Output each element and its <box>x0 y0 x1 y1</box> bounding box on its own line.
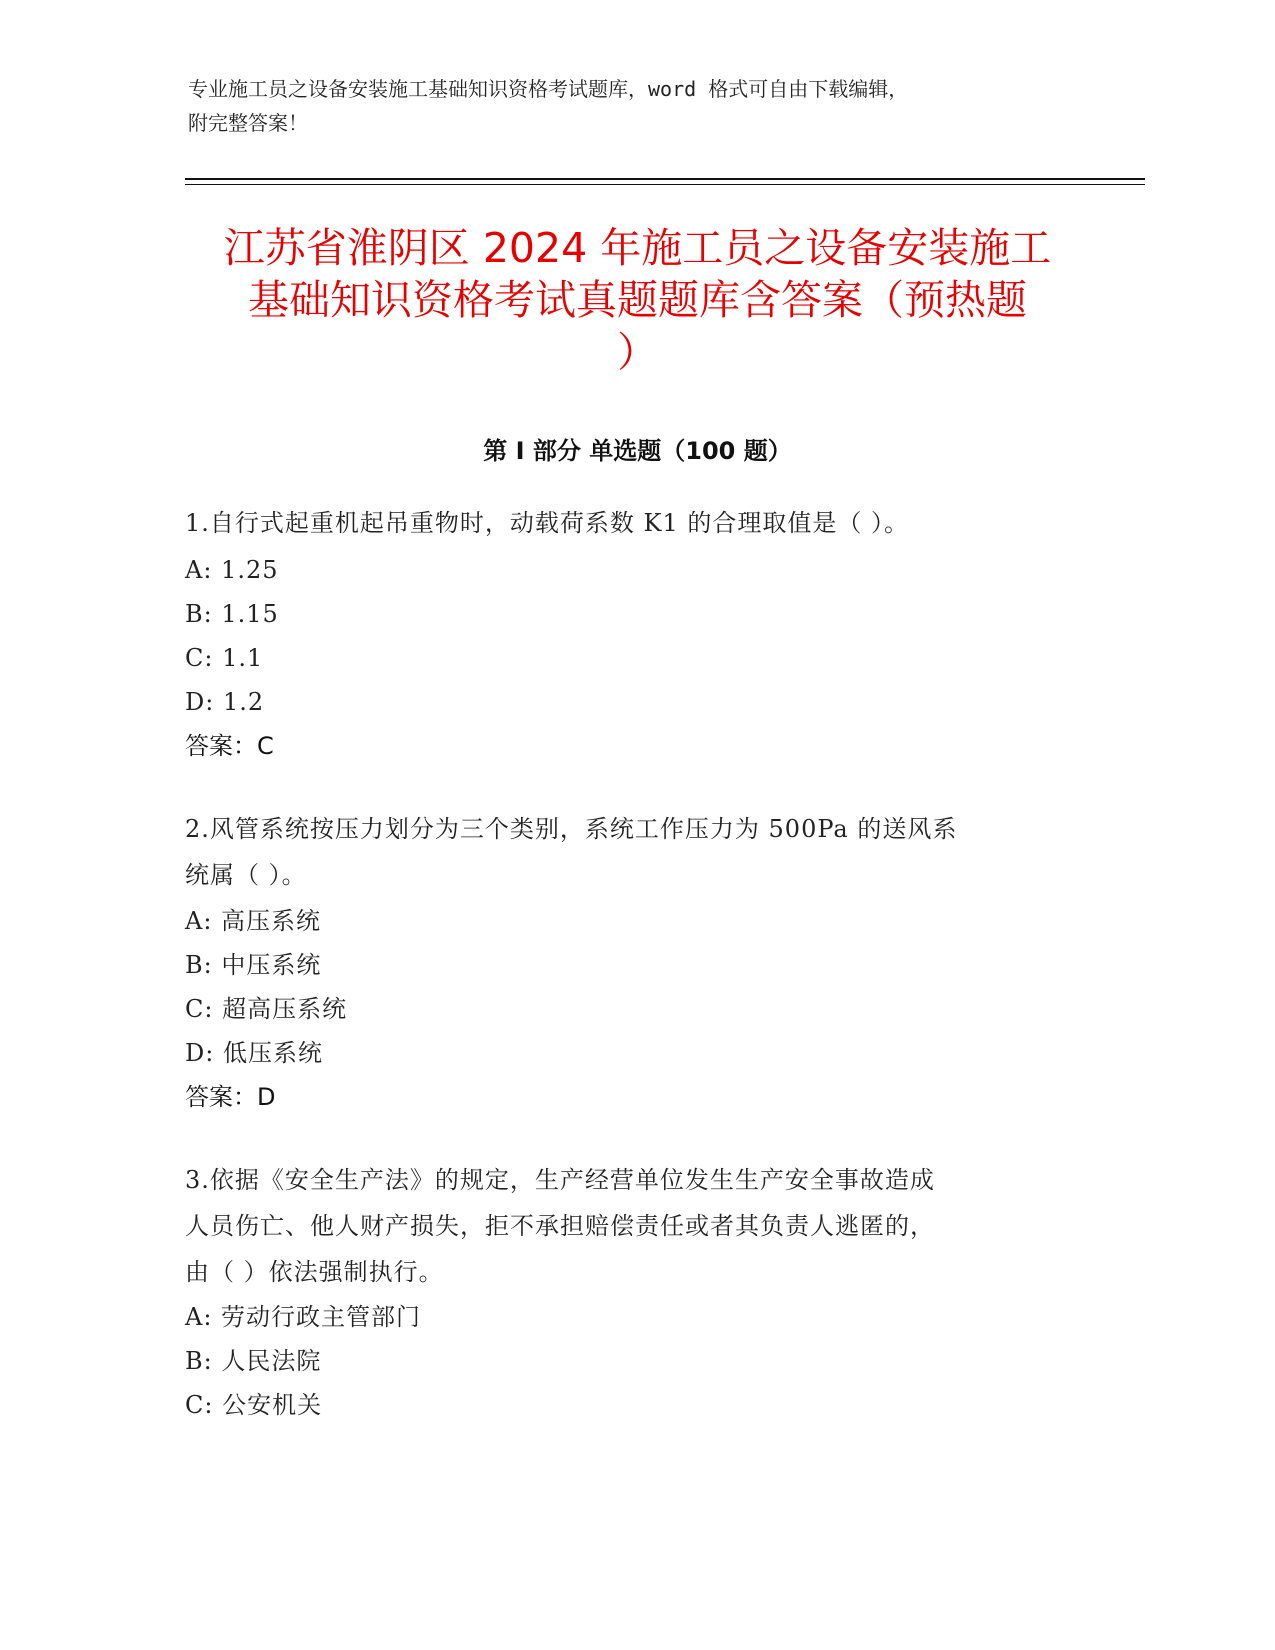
question-option: D: 1.2 <box>185 688 265 716</box>
question-option: C: 公安机关 <box>185 1391 323 1419</box>
question-stem-line: 人员伤亡、他人财产损失，拒不承担赔偿责任或者其负责人逃匿的， <box>185 1212 935 1240</box>
question-stem-line: 统属（ ）。 <box>185 861 307 889</box>
question-stem-line: 1.自行式起重机起吊重物时，动载荷系数 K1 的合理取值是（ ）。 <box>185 509 909 537</box>
section-heading: 第 I 部分 单选题（100 题） <box>483 437 792 465</box>
header-note-line: 附完整答案！ <box>188 111 308 135</box>
header-divider-thick <box>185 178 1145 180</box>
question-answer: 答案：C <box>185 732 274 760</box>
title-line: 基础知识资格考试真题题库含答案（预热题 <box>248 276 1027 324</box>
question-option: B: 1.15 <box>185 600 279 628</box>
question-stem-line: 3.依据《安全生产法》的规定，生产经营单位发生生产安全事故造成 <box>185 1166 935 1194</box>
title-line: 江苏省淮阴区 2024 年施工员之设备安装施工 <box>223 224 1052 272</box>
header-note-line: 专业施工员之设备安装施工基础知识资格考试题库，word 格式可自由下载编辑， <box>188 77 909 101</box>
question-option: A: 高压系统 <box>185 907 322 935</box>
question-stem <box>185 1157 1065 1295</box>
header-note <box>188 72 1068 140</box>
question-option: C: 1.1 <box>185 644 264 672</box>
question-option: D: 低压系统 <box>185 1039 323 1067</box>
question-option: C: 超高压系统 <box>185 995 348 1023</box>
header-divider-thin <box>185 184 1145 185</box>
question-stem-line: 2.风管系统按压力划分为三个类别，系统工作压力为 500Pa 的送风系 <box>185 815 958 843</box>
question-stem <box>185 806 1065 898</box>
question-stem <box>185 500 1065 546</box>
question-stem-line: 由（ ）依法强制执行。 <box>185 1258 444 1286</box>
question-answer: 答案：D <box>185 1083 276 1111</box>
question-option: A: 1.25 <box>185 556 279 584</box>
question-option: B: 人民法院 <box>185 1347 322 1375</box>
document-title <box>185 222 1090 378</box>
question-option: B: 中压系统 <box>185 951 322 979</box>
question-option: A: 劳动行政主管部门 <box>185 1303 422 1331</box>
title-line: ） <box>617 328 658 376</box>
